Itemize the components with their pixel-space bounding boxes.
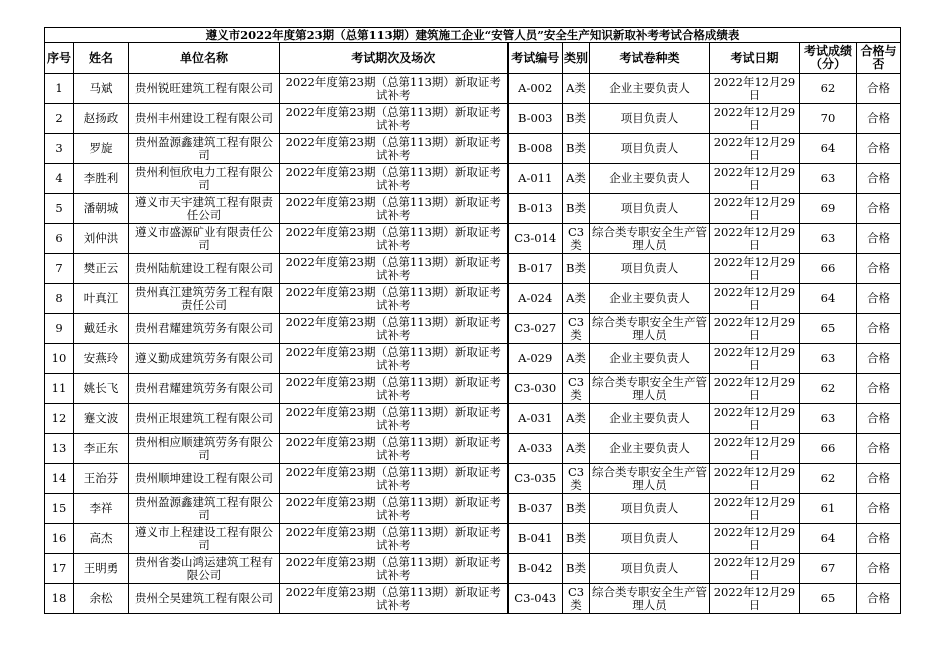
cell-company: 贵州陆航建设工程有限公司	[129, 254, 280, 284]
cell-name: 李祥	[74, 494, 129, 524]
cell-exam-date: 2022年12月29日	[710, 404, 800, 434]
cell-paper-type: 项目负责人	[590, 494, 710, 524]
cell-score: 64	[800, 524, 857, 554]
cell-exam-date: 2022年12月29日	[710, 254, 800, 284]
cell-seq: 11	[45, 374, 74, 404]
cell-name: 李正东	[74, 434, 129, 464]
cell-exam-id: B-041	[508, 524, 563, 554]
cell-exam-session: 2022年度第23期（总第113期）新取证考试补考	[280, 494, 508, 524]
cell-exam-session: 2022年度第23期（总第113期）新取证考试补考	[280, 584, 508, 614]
cell-score: 70	[800, 104, 857, 134]
cell-pass-status: 合格	[857, 524, 901, 554]
cell-exam-id: A-033	[508, 434, 563, 464]
cell-name: 王明勇	[74, 554, 129, 584]
cell-exam-id: A-002	[508, 74, 563, 104]
cell-pass-status: 合格	[857, 224, 901, 254]
cell-category: A类	[563, 344, 590, 374]
cell-seq: 5	[45, 194, 74, 224]
cell-pass-status: 合格	[857, 494, 901, 524]
cell-exam-session: 2022年度第23期（总第113期）新取证考试补考	[280, 74, 508, 104]
cell-exam-date: 2022年12月29日	[710, 374, 800, 404]
cell-pass-status: 合格	[857, 164, 901, 194]
cell-seq: 18	[45, 584, 74, 614]
cell-seq: 14	[45, 464, 74, 494]
cell-paper-type: 项目负责人	[590, 194, 710, 224]
cell-category: C3类	[563, 584, 590, 614]
cell-score: 64	[800, 284, 857, 314]
table-row	[45, 584, 901, 614]
cell-pass-status: 合格	[857, 104, 901, 134]
cell-company: 贵州君耀建筑劳务有限公司	[129, 314, 280, 344]
cell-seq: 10	[45, 344, 74, 374]
cell-exam-id: C3-030	[508, 374, 563, 404]
cell-score: 69	[800, 194, 857, 224]
table-title: 遵义市2022年度第23期（总第113期）建筑施工企业“安管人员”安全生产知识新取补考考试合格成绩表	[45, 28, 901, 43]
cell-pass-status: 合格	[857, 554, 901, 584]
cell-score: 66	[800, 434, 857, 464]
cell-score: 66	[800, 254, 857, 284]
header-company: 单位名称	[129, 43, 280, 74]
cell-category: B类	[563, 134, 590, 164]
cell-name: 王治芬	[74, 464, 129, 494]
header-exam-id: 考试编号	[508, 43, 563, 74]
cell-exam-id: B-017	[508, 254, 563, 284]
cell-exam-session: 2022年度第23期（总第113期）新取证考试补考	[280, 404, 508, 434]
cell-category: A类	[563, 434, 590, 464]
cell-score: 62	[800, 74, 857, 104]
table-row	[45, 464, 901, 494]
cell-pass-status: 合格	[857, 344, 901, 374]
cell-exam-date: 2022年12月29日	[710, 434, 800, 464]
cell-exam-session: 2022年度第23期（总第113期）新取证考试补考	[280, 224, 508, 254]
header-exam-date: 考试日期	[710, 43, 800, 74]
cell-seq: 17	[45, 554, 74, 584]
cell-exam-id: B-003	[508, 104, 563, 134]
cell-category: C3类	[563, 314, 590, 344]
cell-company: 贵州利恒欣电力工程有限公司	[129, 164, 280, 194]
cell-exam-date: 2022年12月29日	[710, 164, 800, 194]
cell-name: 罗旋	[74, 134, 129, 164]
cell-category: C3类	[563, 224, 590, 254]
table-row	[45, 254, 901, 284]
cell-pass-status: 合格	[857, 74, 901, 104]
cell-name: 叶真江	[74, 284, 129, 314]
cell-company: 贵州仝昊建筑工程有限公司	[129, 584, 280, 614]
cell-exam-date: 2022年12月29日	[710, 104, 800, 134]
table-row	[45, 494, 901, 524]
cell-paper-type: 企业主要负责人	[590, 404, 710, 434]
cell-score: 62	[800, 374, 857, 404]
table-row	[45, 194, 901, 224]
cell-exam-session: 2022年度第23期（总第113期）新取证考试补考	[280, 194, 508, 224]
cell-name: 戴廷永	[74, 314, 129, 344]
cell-paper-type: 企业主要负责人	[590, 434, 710, 464]
cell-paper-type: 项目负责人	[590, 524, 710, 554]
cell-exam-id: A-024	[508, 284, 563, 314]
cell-company: 遵义市上程建设工程有限公司	[129, 524, 280, 554]
cell-exam-id: A-031	[508, 404, 563, 434]
cell-exam-session: 2022年度第23期（总第113期）新取证考试补考	[280, 434, 508, 464]
cell-exam-date: 2022年12月29日	[710, 584, 800, 614]
results-table	[44, 27, 901, 614]
cell-score: 65	[800, 314, 857, 344]
cell-seq: 2	[45, 104, 74, 134]
cell-exam-id: C3-027	[508, 314, 563, 344]
table-row	[45, 134, 901, 164]
table-row	[45, 524, 901, 554]
cell-exam-id: B-042	[508, 554, 563, 584]
cell-exam-date: 2022年12月29日	[710, 344, 800, 374]
cell-category: B类	[563, 554, 590, 584]
cell-name: 刘仲洪	[74, 224, 129, 254]
cell-name: 马斌	[74, 74, 129, 104]
cell-score: 67	[800, 554, 857, 584]
table-row	[45, 344, 901, 374]
cell-category: A类	[563, 74, 590, 104]
cell-paper-type: 企业主要负责人	[590, 344, 710, 374]
cell-score: 63	[800, 224, 857, 254]
cell-exam-id: C3-014	[508, 224, 563, 254]
cell-exam-session: 2022年度第23期（总第113期）新取证考试补考	[280, 464, 508, 494]
cell-company: 遵义勤成建筑劳务有限公司	[129, 344, 280, 374]
cell-seq: 7	[45, 254, 74, 284]
table-row	[45, 404, 901, 434]
cell-exam-date: 2022年12月29日	[710, 524, 800, 554]
cell-exam-date: 2022年12月29日	[710, 554, 800, 584]
header-pass-status: 合格与否	[857, 43, 901, 74]
cell-name: 姚长飞	[74, 374, 129, 404]
cell-pass-status: 合格	[857, 134, 901, 164]
cell-pass-status: 合格	[857, 284, 901, 314]
cell-category: A类	[563, 164, 590, 194]
cell-exam-session: 2022年度第23期（总第113期）新取证考试补考	[280, 284, 508, 314]
table-row	[45, 284, 901, 314]
cell-category: B类	[563, 494, 590, 524]
cell-company: 贵州盈源鑫建筑工程有限公司	[129, 134, 280, 164]
cell-exam-session: 2022年度第23期（总第113期）新取证考试补考	[280, 164, 508, 194]
cell-exam-id: B-037	[508, 494, 563, 524]
cell-score: 63	[800, 344, 857, 374]
cell-exam-id: B-008	[508, 134, 563, 164]
cell-seq: 4	[45, 164, 74, 194]
cell-company: 遵义市盛源矿业有限责任公司	[129, 224, 280, 254]
cell-score: 63	[800, 404, 857, 434]
table-row	[45, 374, 901, 404]
cell-exam-id: B-013	[508, 194, 563, 224]
cell-company: 贵州省娄山鸿运建筑工程有限公司	[129, 554, 280, 584]
cell-seq: 9	[45, 314, 74, 344]
cell-paper-type: 企业主要负责人	[590, 164, 710, 194]
cell-exam-id: C3-043	[508, 584, 563, 614]
cell-exam-id: A-011	[508, 164, 563, 194]
cell-exam-session: 2022年度第23期（总第113期）新取证考试补考	[280, 344, 508, 374]
header-row	[45, 43, 901, 74]
cell-exam-session: 2022年度第23期（总第113期）新取证考试补考	[280, 524, 508, 554]
cell-category: A类	[563, 404, 590, 434]
cell-exam-date: 2022年12月29日	[710, 134, 800, 164]
cell-category: B类	[563, 254, 590, 284]
table-row	[45, 164, 901, 194]
cell-category: B类	[563, 104, 590, 134]
cell-exam-date: 2022年12月29日	[710, 494, 800, 524]
table-row	[45, 434, 901, 464]
cell-category: A类	[563, 284, 590, 314]
header-seq: 序号	[45, 43, 74, 74]
cell-paper-type: 综合类专职安全生产管理人员	[590, 464, 710, 494]
cell-company: 遵义市天宇建筑工程有限责任公司	[129, 194, 280, 224]
cell-seq: 16	[45, 524, 74, 554]
header-paper-type: 考试卷种类	[590, 43, 710, 74]
cell-pass-status: 合格	[857, 584, 901, 614]
cell-category: C3类	[563, 464, 590, 494]
table-row	[45, 74, 901, 104]
cell-exam-date: 2022年12月29日	[710, 464, 800, 494]
cell-company: 贵州盈源鑫建筑工程有限公司	[129, 494, 280, 524]
cell-score: 63	[800, 164, 857, 194]
cell-company: 贵州正垠建筑工程有限公司	[129, 404, 280, 434]
cell-name: 赵扬政	[74, 104, 129, 134]
cell-exam-date: 2022年12月29日	[710, 194, 800, 224]
cell-company: 贵州君耀建筑劳务有限公司	[129, 374, 280, 404]
header-exam-session: 考试期次及场次	[280, 43, 508, 74]
table-row	[45, 554, 901, 584]
cell-name: 李胜利	[74, 164, 129, 194]
table-row	[45, 224, 901, 254]
table-row	[45, 104, 901, 134]
cell-company: 贵州顺坤建设工程有限公司	[129, 464, 280, 494]
cell-exam-id: C3-035	[508, 464, 563, 494]
cell-exam-session: 2022年度第23期（总第113期）新取证考试补考	[280, 134, 508, 164]
cell-paper-type: 综合类专职安全生产管理人员	[590, 374, 710, 404]
cell-paper-type: 项目负责人	[590, 254, 710, 284]
cell-exam-session: 2022年度第23期（总第113期）新取证考试补考	[280, 254, 508, 284]
cell-name: 樊正云	[74, 254, 129, 284]
cell-seq: 13	[45, 434, 74, 464]
cell-exam-session: 2022年度第23期（总第113期）新取证考试补考	[280, 314, 508, 344]
cell-pass-status: 合格	[857, 254, 901, 284]
cell-name: 蹇文波	[74, 404, 129, 434]
cell-paper-type: 综合类专职安全生产管理人员	[590, 314, 710, 344]
cell-exam-date: 2022年12月29日	[710, 74, 800, 104]
cell-name: 安燕玲	[74, 344, 129, 374]
cell-pass-status: 合格	[857, 434, 901, 464]
cell-paper-type: 项目负责人	[590, 104, 710, 134]
header-category: 类别	[563, 43, 590, 74]
cell-pass-status: 合格	[857, 314, 901, 344]
cell-exam-session: 2022年度第23期（总第113期）新取证考试补考	[280, 374, 508, 404]
cell-paper-type: 企业主要负责人	[590, 284, 710, 314]
cell-pass-status: 合格	[857, 374, 901, 404]
cell-category: C3类	[563, 374, 590, 404]
cell-score: 61	[800, 494, 857, 524]
cell-score: 62	[800, 464, 857, 494]
cell-company: 贵州丰州建设工程有限公司	[129, 104, 280, 134]
cell-exam-date: 2022年12月29日	[710, 284, 800, 314]
cell-exam-date: 2022年12月29日	[710, 224, 800, 254]
header-name: 姓名	[74, 43, 129, 74]
cell-exam-session: 2022年度第23期（总第113期）新取证考试补考	[280, 104, 508, 134]
cell-paper-type: 企业主要负责人	[590, 74, 710, 104]
cell-exam-id: A-029	[508, 344, 563, 374]
cell-score: 65	[800, 584, 857, 614]
cell-paper-type: 项目负责人	[590, 554, 710, 584]
table-row	[45, 314, 901, 344]
cell-name: 高杰	[74, 524, 129, 554]
cell-name: 潘朝城	[74, 194, 129, 224]
cell-company: 贵州相应顺建筑劳务有限公司	[129, 434, 280, 464]
cell-company: 贵州真江建筑劳务工程有限责任公司	[129, 284, 280, 314]
cell-category: B类	[563, 524, 590, 554]
cell-pass-status: 合格	[857, 464, 901, 494]
cell-seq: 12	[45, 404, 74, 434]
cell-paper-type: 项目负责人	[590, 134, 710, 164]
cell-paper-type: 综合类专职安全生产管理人员	[590, 584, 710, 614]
cell-category: B类	[563, 194, 590, 224]
cell-company: 贵州锐旺建筑工程有限公司	[129, 74, 280, 104]
cell-seq: 1	[45, 74, 74, 104]
cell-pass-status: 合格	[857, 404, 901, 434]
cell-exam-date: 2022年12月29日	[710, 314, 800, 344]
cell-score: 64	[800, 134, 857, 164]
header-score: 考试成绩（分）	[800, 43, 857, 74]
cell-seq: 3	[45, 134, 74, 164]
cell-seq: 6	[45, 224, 74, 254]
cell-seq: 15	[45, 494, 74, 524]
cell-paper-type: 综合类专职安全生产管理人员	[590, 224, 710, 254]
cell-exam-session: 2022年度第23期（总第113期）新取证考试补考	[280, 554, 508, 584]
cell-pass-status: 合格	[857, 194, 901, 224]
cell-seq: 8	[45, 284, 74, 314]
cell-name: 余松	[74, 584, 129, 614]
